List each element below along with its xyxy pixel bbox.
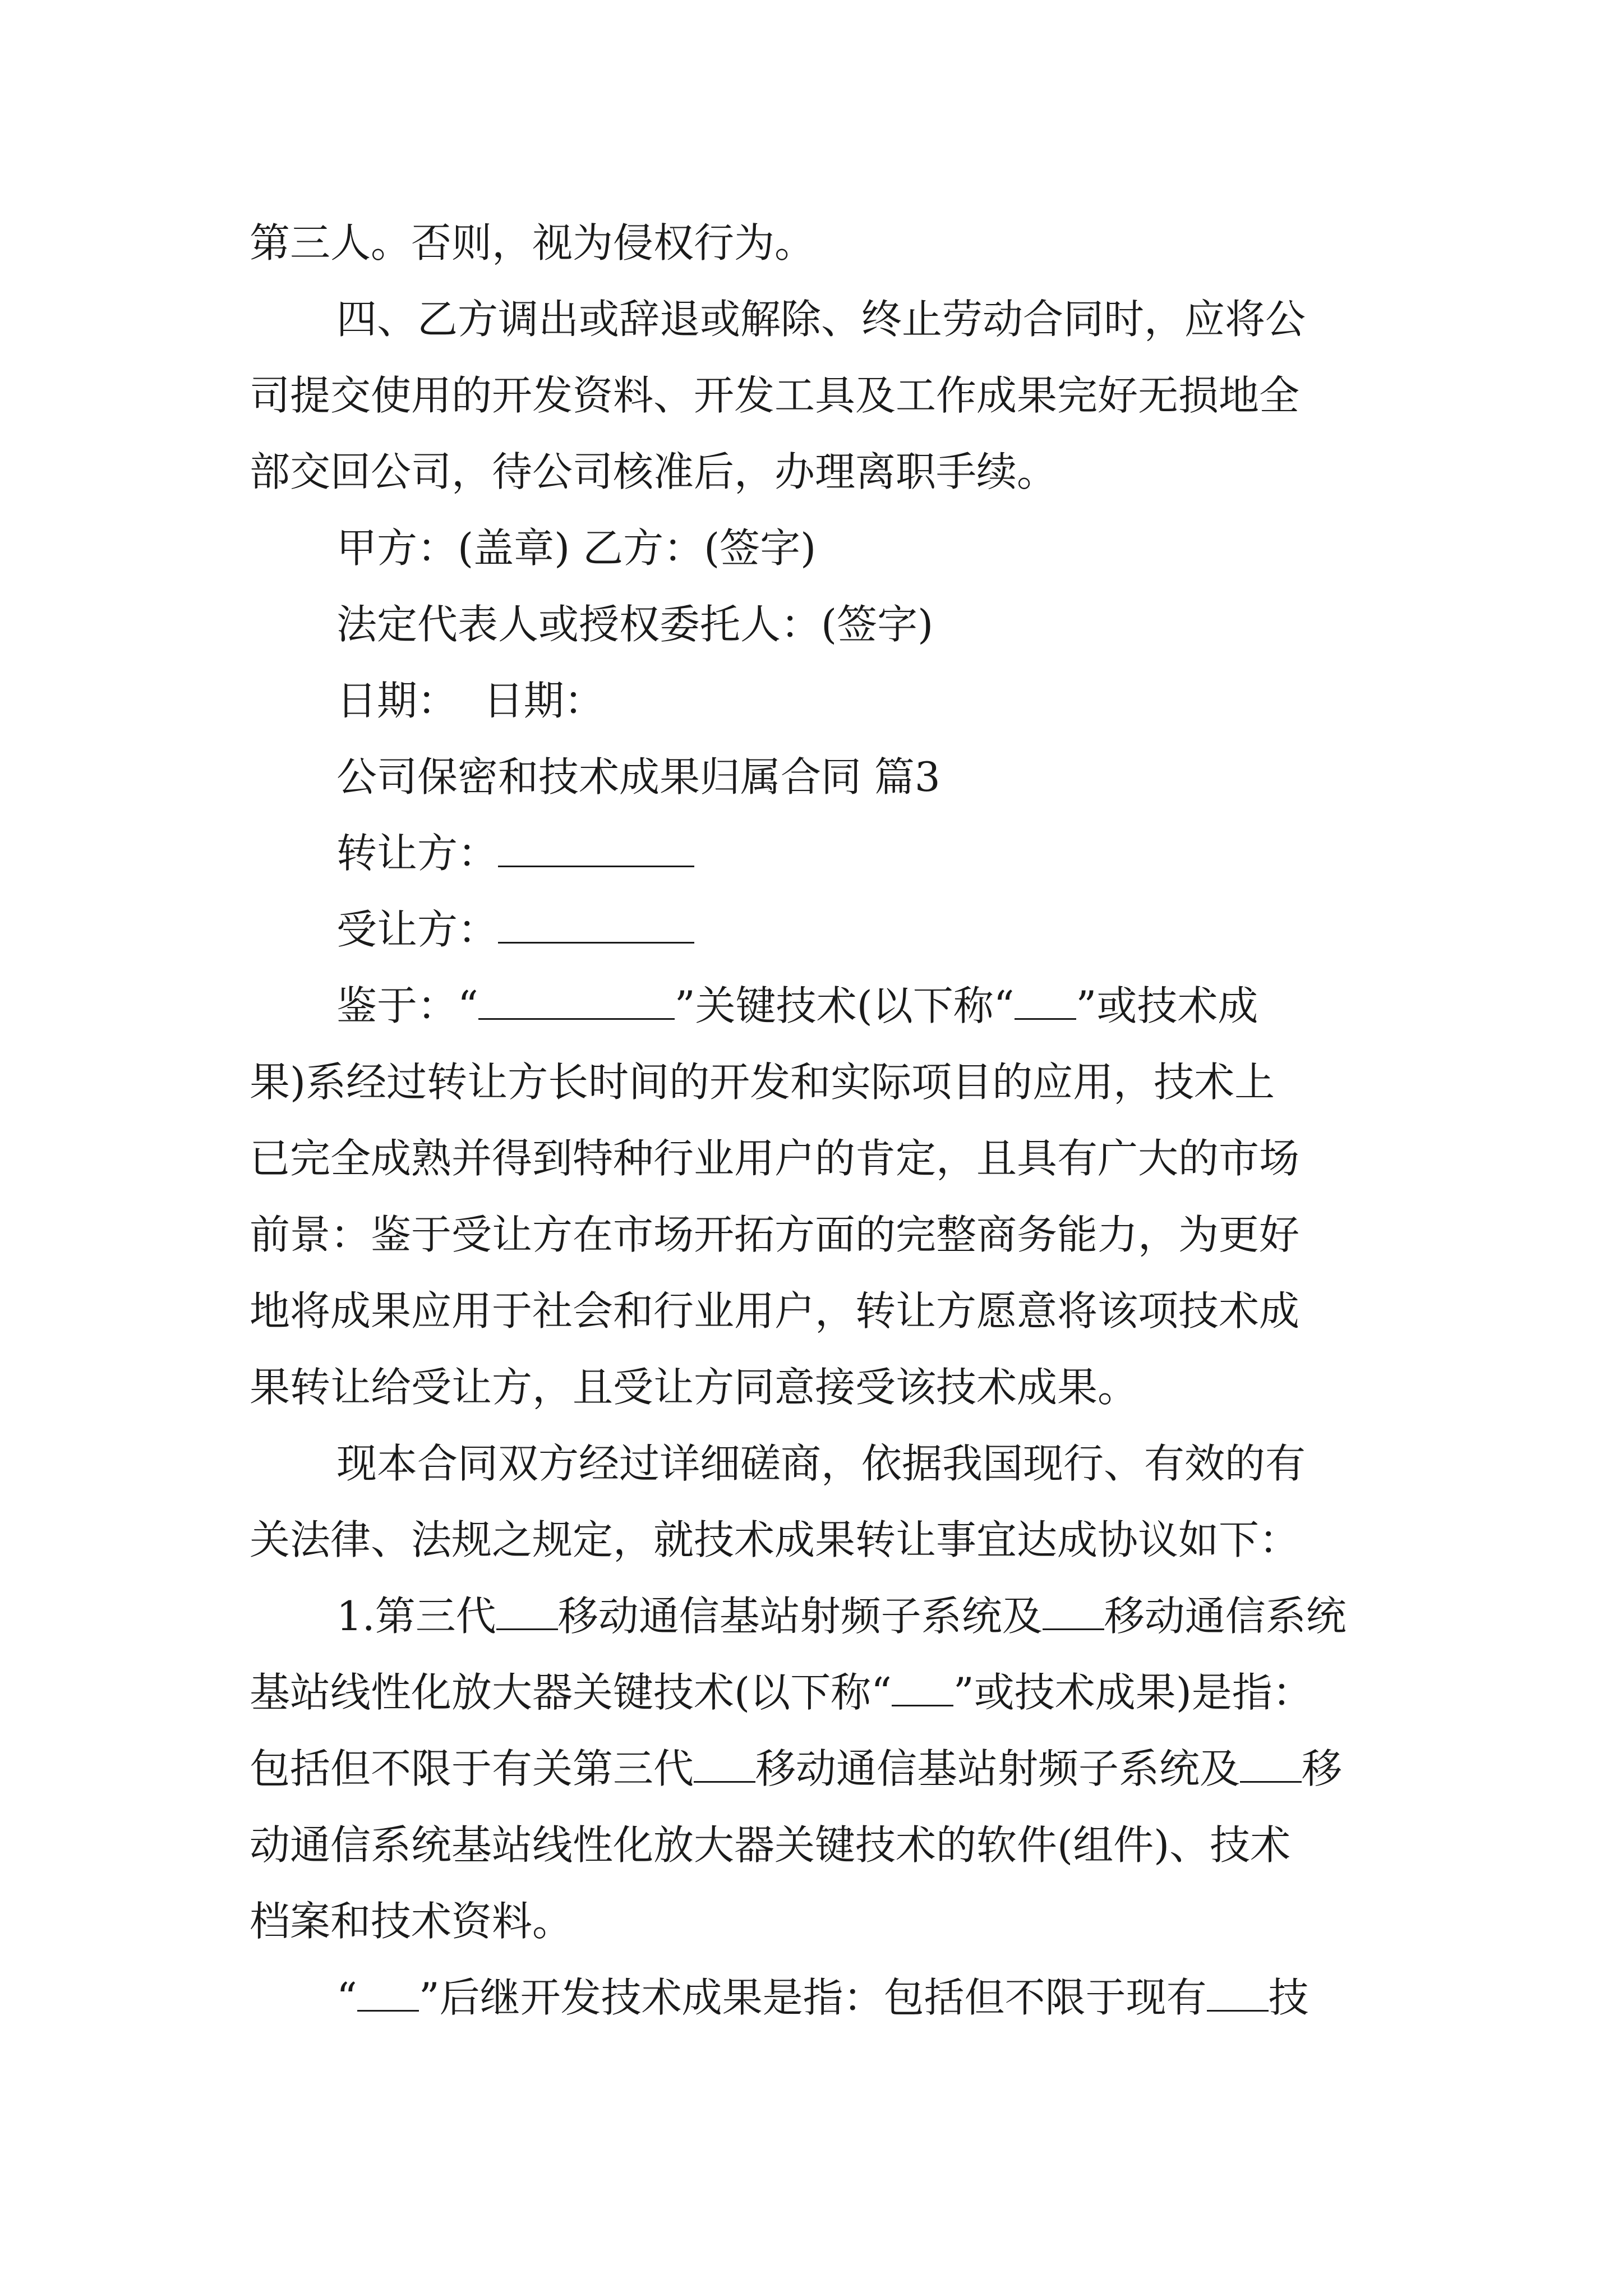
signature-line-parties: 甲方：(盖章) 乙方：(签字) [336, 524, 817, 572]
text-line [336, 1971, 1309, 2024]
signature-line-dates: 日期： 日期： [336, 677, 605, 724]
text-line: 果)系经过转让方长时间的开发和实际项目的应用，技术上 [250, 1059, 1275, 1106]
text-segment: ”后继开发技术成果是指：包括但不限于现有 [418, 1974, 1207, 2021]
text-segment: ”关键技术(以下称“ [674, 982, 1015, 1029]
text-line [250, 1665, 1313, 1719]
transferee-label: 受让方： [336, 906, 499, 953]
text-line: 四、乙方调出或辞退或解除、终止劳动合同时，应将公 [336, 296, 1306, 343]
text-segment: 基站线性化放大器关键技术(以下称“ [250, 1669, 892, 1716]
text-line: 关法律、法规之规定，就技术成果转让事宜达成协议如下： [250, 1516, 1300, 1563]
text-segment: ”或技术成果)是指： [953, 1669, 1313, 1716]
text-segment: 鉴于：“ [336, 982, 478, 1029]
text-line: 前景：鉴于受让方在市场开拓方面的完整商务能力，为更好 [250, 1211, 1300, 1258]
fill-blank [496, 1589, 558, 1630]
text-line: 档案和技术资料。 [250, 1898, 573, 1945]
transferor-label: 转让方： [336, 830, 499, 877]
fill-blank [694, 1742, 755, 1783]
text-segment: 移动通信基站射频子系统及 [557, 1593, 1043, 1640]
text-line: 第三人。否则，视为侵权行为。 [250, 219, 815, 266]
text-segment: 包括但不限于有关第三代 [250, 1745, 694, 1792]
text-segment: ”或技术成 [1076, 982, 1258, 1029]
transferor-line [336, 826, 694, 880]
text-line: 动通信系统基站线性化放大器关键技术的软件(组件)、技术 [250, 1821, 1291, 1869]
fill-blank [1043, 1589, 1104, 1630]
transferee-blank [498, 903, 694, 944]
text-segment: 移动通信系统 [1104, 1593, 1347, 1640]
text-line: 果转让给受让方，且受让方同意接受该技术成果。 [250, 1364, 1138, 1411]
text-segment: 1.第三代 [336, 1593, 496, 1640]
fill-blank [1207, 1971, 1269, 2012]
text-line: 部交回公司，待公司核准后，办理离职手续。 [250, 448, 1058, 495]
text-segment: 移动通信基站射频子系统及 [755, 1745, 1241, 1792]
text-line: 地将成果应用于社会和行业用户，转让方愿意将该项技术成 [250, 1287, 1300, 1335]
fill-blank [357, 1971, 419, 2012]
text-segment: 移 [1302, 1745, 1343, 1792]
signature-line-representative: 法定代表人或授权委托人：(签字) [336, 601, 934, 648]
fill-blank [892, 1665, 953, 1706]
text-line: 现本合同双方经过详细磋商，依据我国现行、有效的有 [336, 1440, 1306, 1487]
transferee-line [336, 903, 694, 956]
fill-blank [1240, 1742, 1302, 1783]
transferor-blank [498, 826, 694, 867]
text-line: 司提交使用的开发资料、开发工具及工作成果完好无损地全 [250, 372, 1300, 419]
fill-blank [1015, 979, 1076, 1020]
text-segment: “ [336, 1974, 357, 2021]
text-line [250, 1742, 1342, 1796]
text-line [336, 979, 1258, 1033]
text-line [336, 1589, 1347, 1643]
text-segment: 技 [1268, 1974, 1309, 2021]
section-heading: 公司保密和技术成果归属合同 篇3 [336, 753, 940, 800]
fill-blank [478, 979, 675, 1020]
text-line: 已完全成熟并得到特种行业用户的肯定，且具有广大的市场 [250, 1135, 1300, 1182]
